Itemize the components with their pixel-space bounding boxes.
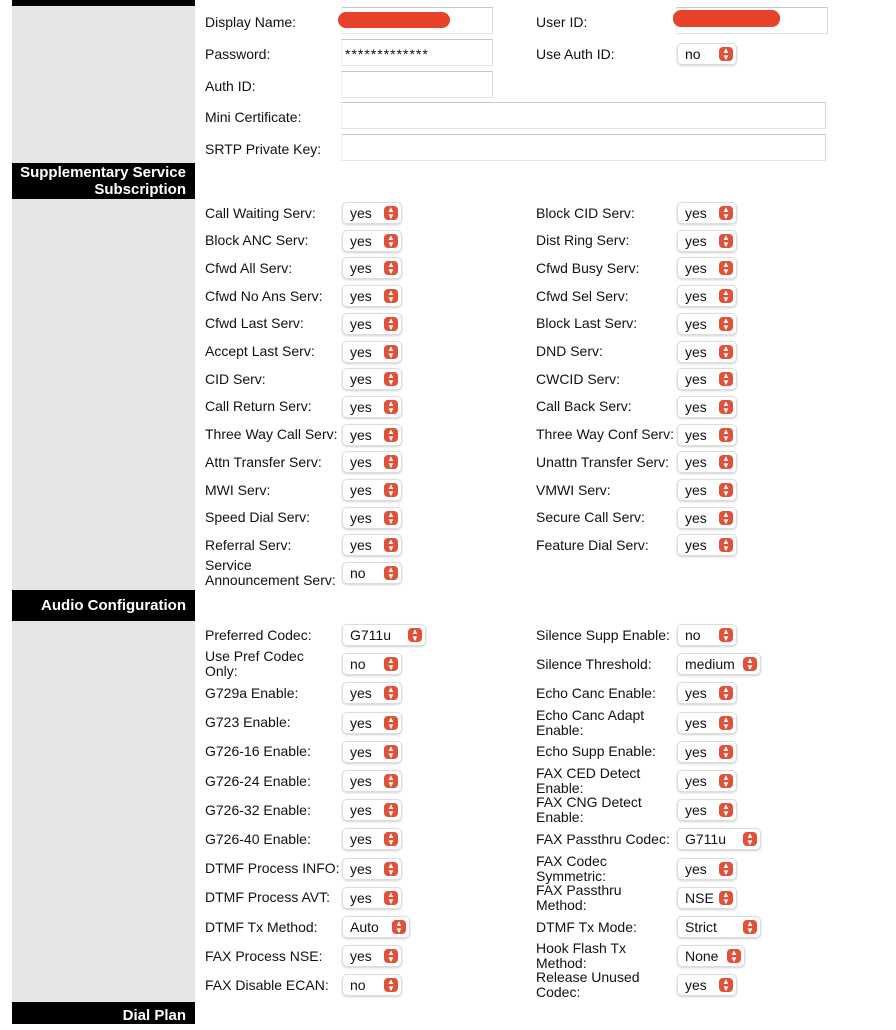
hook-flash-tx-method-select[interactable]: None ▲ ▼ (677, 945, 745, 967)
fax-cng-detect-enable-select[interactable]: yes ▲ ▼ (677, 799, 737, 821)
release-unused-codec-label: Release Unused Codec: (536, 969, 640, 1001)
cfwd-all-serv-label: Cfwd All Serv: (205, 259, 293, 276)
up-down-chevron-icon: ▲ ▼ (384, 345, 398, 359)
up-down-chevron-icon: ▲ ▼ (384, 832, 398, 846)
g723-enable-label: G723 Enable: (205, 714, 291, 731)
dtmf-tx-method-select[interactable]: Auto ▲ ▼ (342, 916, 410, 938)
cid-serv-select[interactable]: yes ▲ ▼ (342, 368, 402, 390)
fax-codec-symmetric-label: FAX Codec Symmetric: (536, 852, 607, 884)
up-down-chevron-icon: ▲ ▼ (719, 372, 733, 386)
mini-certificate-field[interactable] (341, 102, 826, 129)
accept-last-serv-select[interactable]: yes ▲ ▼ (342, 341, 402, 363)
silence-threshold-select[interactable]: medium ▲ ▼ (677, 653, 761, 675)
echo-supp-enable-select[interactable]: yes ▲ ▼ (677, 741, 737, 763)
up-down-chevron-icon: ▲ ▼ (392, 920, 406, 934)
secure-call-serv-select[interactable]: yes ▲ ▼ (677, 507, 737, 529)
srtp-private-key-field[interactable] (341, 134, 826, 161)
up-down-chevron-icon: ▲ ▼ (408, 628, 422, 642)
up-down-chevron-icon: ▲ ▼ (719, 47, 733, 61)
silence-threshold-label: Silence Threshold: (536, 655, 652, 672)
referral-serv-label: Referral Serv: (205, 536, 292, 553)
g726-40-enable-select[interactable]: yes ▲ ▼ (342, 828, 402, 850)
password-field[interactable]: ************* (341, 39, 493, 66)
g726-16-enable-label: G726-16 Enable: (205, 743, 311, 760)
dtmf-process-info-select[interactable]: yes ▲ ▼ (342, 858, 402, 880)
block-cid-serv-label: Block CID Serv: (536, 204, 635, 221)
unattn-transfer-serv-label: Unattn Transfer Serv: (536, 453, 670, 470)
up-down-chevron-icon: ▲ ▼ (719, 862, 733, 876)
block-last-serv-label: Block Last Serv: (536, 315, 638, 332)
up-down-chevron-icon: ▲ ▼ (384, 483, 398, 497)
up-down-chevron-icon: ▲ ▼ (719, 289, 733, 303)
cfwd-no-ans-serv-label: Cfwd No Ans Serv: (205, 287, 323, 304)
preferred-codec-select[interactable]: G711u ▲ ▼ (342, 624, 426, 646)
up-down-chevron-icon: ▲ ▼ (384, 686, 398, 700)
call-waiting-serv-label: Call Waiting Serv: (205, 204, 316, 221)
up-down-chevron-icon: ▲ ▼ (719, 628, 733, 642)
echo-canc-enable-label: Echo Canc Enable: (536, 684, 656, 701)
dtmf-tx-mode-select[interactable]: Strict ▲ ▼ (677, 916, 761, 938)
redaction-mark (338, 12, 450, 28)
fax-ced-detect-enable-select[interactable]: yes ▲ ▼ (677, 770, 737, 792)
fax-ced-detect-enable-label: FAX CED Detect Enable: (536, 765, 641, 796)
block-last-serv-select[interactable]: yes ▲ ▼ (677, 313, 737, 335)
cfwd-last-serv-select[interactable]: yes ▲ ▼ (342, 313, 402, 335)
up-down-chevron-icon: ▲ ▼ (719, 686, 733, 700)
fax-passthru-codec-label: FAX Passthru Codec: (536, 830, 670, 847)
up-down-chevron-icon: ▲ ▼ (384, 289, 398, 303)
up-down-chevron-icon: ▲ ▼ (719, 483, 733, 497)
up-down-chevron-icon: ▲ ▼ (719, 345, 733, 359)
up-down-chevron-icon: ▲ ▼ (384, 428, 398, 442)
service-announcement-serv-label: Service Announcement Serv: (205, 557, 336, 589)
dist-ring-serv-select[interactable]: yes ▲ ▼ (677, 230, 737, 252)
fax-passthru-codec-select[interactable]: G711u ▲ ▼ (677, 828, 761, 850)
up-down-chevron-icon: ▲ ▼ (384, 538, 398, 552)
use-pref-codec-only-select[interactable]: no ▲ ▼ (342, 653, 402, 675)
echo-supp-enable-label: Echo Supp Enable: (536, 743, 656, 760)
user-id-label: User ID: (536, 14, 588, 30)
up-down-chevron-icon: ▲ ▼ (719, 774, 733, 788)
call-back-serv-label: Call Back Serv: (536, 398, 632, 415)
fax-disable-ecan-label: FAX Disable ECAN: (205, 976, 329, 993)
up-down-chevron-icon: ▲ ▼ (384, 511, 398, 525)
g726-24-enable-label: G726-24 Enable: (205, 772, 311, 789)
fax-process-nse-select[interactable]: yes ▲ ▼ (342, 945, 402, 967)
up-down-chevron-icon: ▲ ▼ (384, 978, 398, 992)
block-anc-serv-select[interactable]: yes ▲ ▼ (342, 230, 402, 252)
fax-process-nse-label: FAX Process NSE: (205, 947, 323, 964)
up-down-chevron-icon: ▲ ▼ (719, 745, 733, 759)
up-down-chevron-icon: ▲ ▼ (719, 511, 733, 525)
up-down-chevron-icon: ▲ ▼ (384, 716, 398, 730)
call-return-serv-label: Call Return Serv: (205, 398, 312, 415)
use-pref-codec-only-label: Use Pref Codec Only: (205, 648, 304, 680)
auth-id-field[interactable] (341, 71, 493, 98)
up-down-chevron-icon: ▲ ▼ (384, 803, 398, 817)
dtmf-process-avt-label: DTMF Process AVT: (205, 889, 330, 906)
g729a-enable-label: G729a Enable: (205, 684, 299, 701)
silence-supp-enable-select[interactable]: no ▲ ▼ (677, 624, 737, 646)
call-back-serv-select[interactable]: yes ▲ ▼ (677, 396, 737, 418)
g729a-enable-select[interactable]: yes ▲ ▼ (342, 682, 402, 704)
up-down-chevron-icon: ▲ ▼ (384, 317, 398, 331)
vmwi-serv-select[interactable]: yes ▲ ▼ (677, 479, 737, 501)
three-way-call-serv-select[interactable]: yes ▲ ▼ (342, 424, 402, 446)
up-down-chevron-icon: ▲ ▼ (719, 317, 733, 331)
cfwd-busy-serv-label: Cfwd Busy Serv: (536, 259, 640, 276)
dtmf-tx-method-label: DTMF Tx Method: (205, 918, 318, 935)
up-down-chevron-icon: ▲ ▼ (384, 949, 398, 963)
up-down-chevron-icon: ▲ ▼ (384, 400, 398, 414)
up-down-chevron-icon: ▲ ▼ (384, 862, 398, 876)
mwi-serv-label: MWI Serv: (205, 481, 271, 498)
service-announcement-serv-select[interactable]: no ▲ ▼ (342, 562, 402, 584)
vmwi-serv-label: VMWI Serv: (536, 481, 611, 498)
g726-32-enable-label: G726-32 Enable: (205, 801, 311, 818)
g723-enable-select[interactable]: yes ▲ ▼ (342, 712, 402, 734)
fax-codec-symmetric-select[interactable]: yes ▲ ▼ (677, 858, 737, 880)
section-header-top (12, 0, 195, 6)
up-down-chevron-icon: ▲ ▼ (719, 400, 733, 414)
up-down-chevron-icon: ▲ ▼ (384, 455, 398, 469)
up-down-chevron-icon: ▲ ▼ (384, 745, 398, 759)
up-down-chevron-icon: ▲ ▼ (384, 206, 398, 220)
use-auth-id-select[interactable]: no ▲ ▼ (677, 43, 737, 65)
srtp-private-key-label: SRTP Private Key: (205, 141, 322, 157)
up-down-chevron-icon: ▲ ▼ (719, 261, 733, 275)
speed-dial-serv-select[interactable]: yes ▲ ▼ (342, 507, 402, 529)
password-label: Password: (205, 46, 271, 62)
echo-canc-adapt-enable-select[interactable]: yes ▲ ▼ (677, 712, 737, 734)
attn-transfer-serv-select[interactable]: yes ▲ ▼ (342, 451, 402, 473)
dnd-serv-label: DND Serv: (536, 343, 603, 359)
dist-ring-serv-label: Dist Ring Serv: (536, 232, 630, 249)
hook-flash-tx-method-label: Hook Flash Tx Method: (536, 940, 626, 972)
cfwd-busy-serv-select[interactable]: yes ▲ ▼ (677, 257, 737, 279)
cwcid-serv-select[interactable]: yes ▲ ▼ (677, 368, 737, 390)
section-header-supplementary: Supplementary Service Subscription (12, 163, 195, 199)
block-anc-serv-label: Block ANC Serv: (205, 232, 309, 249)
up-down-chevron-icon: ▲ ▼ (743, 920, 757, 934)
secure-call-serv-label: Secure Call Serv: (536, 509, 645, 526)
accept-last-serv-label: Accept Last Serv: (205, 343, 315, 359)
up-down-chevron-icon: ▲ ▼ (719, 455, 733, 469)
up-down-chevron-icon: ▲ ▼ (719, 428, 733, 442)
up-down-chevron-icon: ▲ ▼ (384, 566, 398, 580)
auth-id-label: Auth ID: (205, 78, 256, 94)
g726-32-enable-select[interactable]: yes ▲ ▼ (342, 799, 402, 821)
section-header-dial-plan: Dial Plan (12, 1002, 195, 1024)
feature-dial-serv-label: Feature Dial Serv: (536, 536, 649, 553)
cwcid-serv-label: CWCID Serv: (536, 370, 620, 387)
up-down-chevron-icon: ▲ ▼ (719, 891, 733, 905)
cfwd-sel-serv-select[interactable]: yes ▲ ▼ (677, 285, 737, 307)
feature-dial-serv-select[interactable]: yes ▲ ▼ (677, 534, 737, 556)
dtmf-process-info-label: DTMF Process INFO: (205, 860, 340, 877)
block-cid-serv-select[interactable]: yes ▲ ▼ (677, 202, 737, 224)
sidebar-column (12, 0, 195, 1024)
mwi-serv-select[interactable]: yes ▲ ▼ (342, 479, 402, 501)
up-down-chevron-icon: ▲ ▼ (719, 716, 733, 730)
up-down-chevron-icon: ▲ ▼ (727, 949, 741, 963)
dnd-serv-select[interactable]: yes ▲ ▼ (677, 341, 737, 363)
cfwd-sel-serv-label: Cfwd Sel Serv: (536, 287, 629, 304)
display-name-label: Display Name: (205, 14, 297, 30)
up-down-chevron-icon: ▲ ▼ (719, 206, 733, 220)
attn-transfer-serv-label: Attn Transfer Serv: (205, 453, 322, 470)
up-down-chevron-icon: ▲ ▼ (384, 891, 398, 905)
fax-passthru-method-label: FAX Passthru Method: (536, 881, 622, 913)
redaction-mark (673, 10, 780, 27)
preferred-codec-label: Preferred Codec: (205, 626, 312, 643)
up-down-chevron-icon: ▲ ▼ (384, 372, 398, 386)
echo-canc-adapt-enable-label: Echo Canc Adapt Enable: (536, 706, 645, 738)
up-down-chevron-icon: ▲ ▼ (719, 234, 733, 248)
referral-serv-select[interactable]: yes ▲ ▼ (342, 534, 402, 556)
cfwd-no-ans-serv-select[interactable]: yes ▲ ▼ (342, 285, 402, 307)
cid-serv-label: CID Serv: (205, 370, 266, 387)
three-way-call-serv-label: Three Way Call Serv: (205, 426, 338, 443)
three-way-conf-serv-label: Three Way Conf Serv: (536, 426, 674, 443)
three-way-conf-serv-select[interactable]: yes ▲ ▼ (677, 424, 737, 446)
up-down-chevron-icon: ▲ ▼ (384, 774, 398, 788)
dtmf-process-avt-select[interactable]: yes ▲ ▼ (342, 887, 402, 909)
cfwd-last-serv-label: Cfwd Last Serv: (205, 315, 304, 332)
up-down-chevron-icon: ▲ ▼ (743, 657, 757, 671)
call-waiting-serv-select[interactable]: yes ▲ ▼ (342, 202, 402, 224)
up-down-chevron-icon: ▲ ▼ (719, 803, 733, 817)
echo-canc-enable-select[interactable]: yes ▲ ▼ (677, 682, 737, 704)
g726-16-enable-select[interactable]: yes ▲ ▼ (342, 741, 402, 763)
call-return-serv-select[interactable]: yes ▲ ▼ (342, 396, 402, 418)
up-down-chevron-icon: ▲ ▼ (743, 832, 757, 846)
up-down-chevron-icon: ▲ ▼ (719, 978, 733, 992)
cfwd-all-serv-select[interactable]: yes ▲ ▼ (342, 257, 402, 279)
up-down-chevron-icon: ▲ ▼ (384, 234, 398, 248)
dtmf-tx-mode-label: DTMF Tx Mode: (536, 918, 637, 935)
speed-dial-serv-label: Speed Dial Serv: (205, 509, 311, 526)
release-unused-codec-select[interactable]: yes ▲ ▼ (677, 974, 737, 996)
up-down-chevron-icon: ▲ ▼ (719, 538, 733, 552)
fax-cng-detect-enable-label: FAX CNG Detect Enable: (536, 794, 642, 826)
section-header-audio: Audio Configuration (12, 590, 195, 621)
fax-passthru-method-select[interactable]: NSE ▲ ▼ (677, 887, 737, 909)
mini-certificate-label: Mini Certificate: (205, 109, 302, 125)
silence-supp-enable-label: Silence Supp Enable: (536, 626, 670, 643)
g726-24-enable-select[interactable]: yes ▲ ▼ (342, 770, 402, 792)
up-down-chevron-icon: ▲ ▼ (384, 261, 398, 275)
use-auth-id-label: Use Auth ID: (536, 46, 615, 62)
g726-40-enable-label: G726-40 Enable: (205, 830, 311, 847)
up-down-chevron-icon: ▲ ▼ (384, 657, 398, 671)
fax-disable-ecan-select[interactable]: no ▲ ▼ (342, 974, 402, 996)
unattn-transfer-serv-select[interactable]: yes ▲ ▼ (677, 451, 737, 473)
